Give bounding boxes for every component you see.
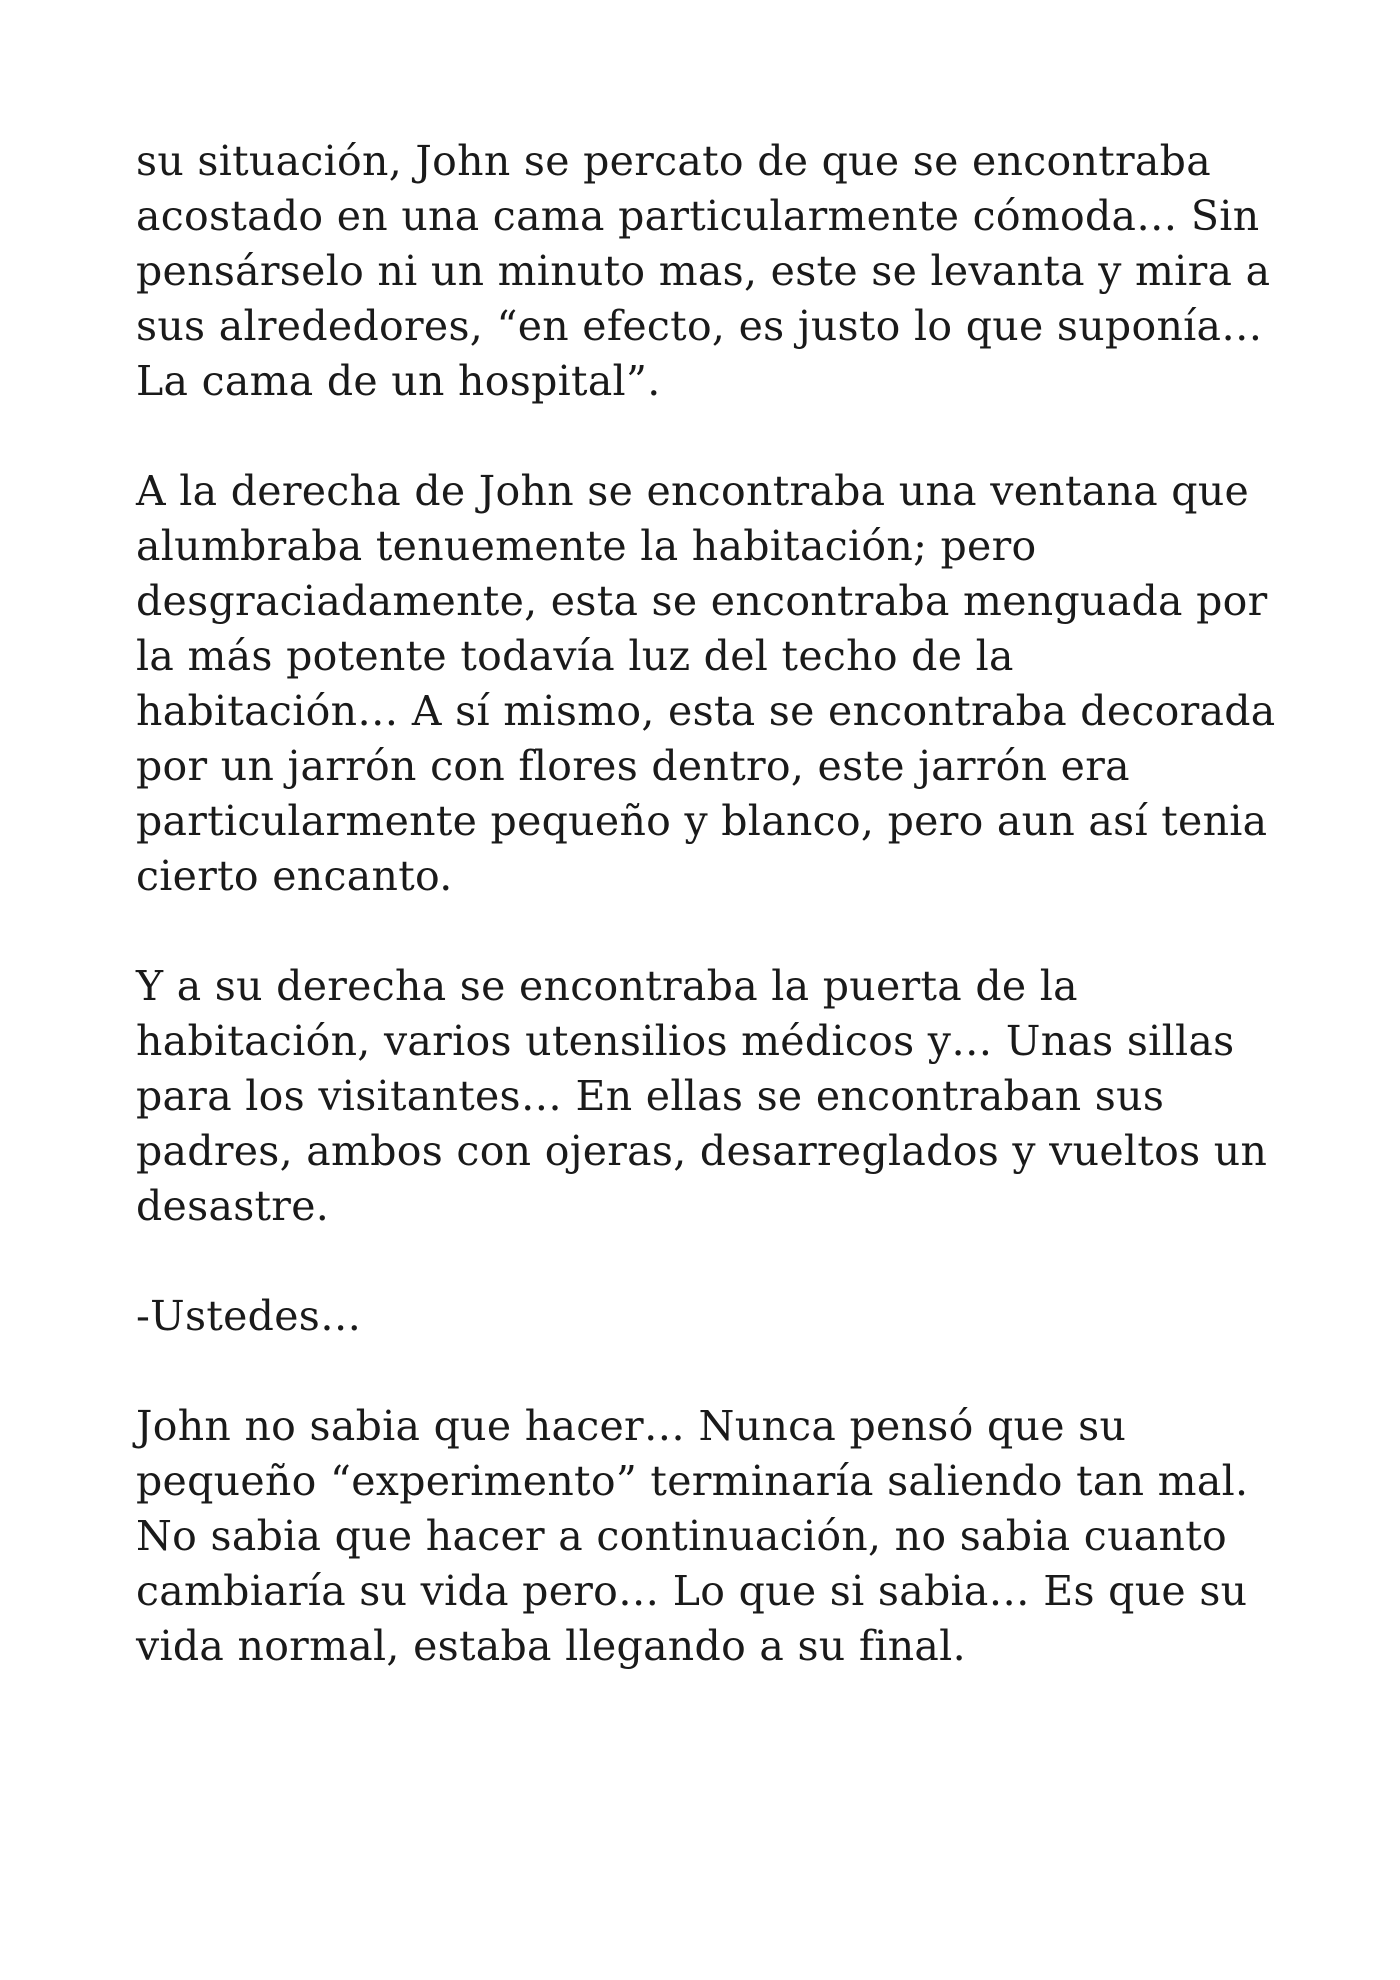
text-line: para los visitantes… En ellas se encontraban sus	[136, 1072, 1165, 1120]
text-line: particularmente pequeño y blanco, pero aun así tenia	[136, 797, 1268, 845]
text-line: -Ustedes…	[136, 1292, 362, 1340]
text-line: su situación, John se percato de que se encontraba	[136, 137, 1211, 185]
paragraph-ending	[136, 1399, 1316, 1674]
text-line: desgraciadamente, esta se encontraba menguada por	[136, 577, 1268, 625]
text-line: alumbraba tenuemente la habitación; pero	[136, 522, 1037, 570]
text-line: habitación, varios utensilios médicos y… Unas sillas	[136, 1017, 1235, 1065]
paragraph-door-parents	[136, 959, 1316, 1234]
text-line: No sabia que hacer a continuación, no sabia cuanto	[136, 1512, 1227, 1560]
story-text	[136, 134, 1316, 1729]
text-line: vida normal, estaba llegando a su final.	[136, 1622, 966, 1670]
paragraph-window	[136, 464, 1316, 904]
text-line: sus alrededores, “en efecto, es justo lo que suponía…	[136, 302, 1263, 350]
text-line: cierto encanto.	[136, 852, 453, 900]
text-line: John no sabia que hacer… Nunca pensó que su	[136, 1402, 1127, 1450]
paragraph-hospital-bed	[136, 134, 1316, 409]
paragraph-dialogue	[136, 1289, 1316, 1344]
text-line: cambiaría su vida pero… Lo que si sabia… Es que su	[136, 1567, 1248, 1615]
text-line: acostado en una cama particularmente cómoda… Sin	[136, 192, 1260, 240]
text-line: por un jarrón con flores dentro, este jarrón era	[136, 742, 1130, 790]
text-line: pensárselo ni un minuto mas, este se levanta y mira a	[136, 247, 1271, 295]
text-line: A la derecha de John se encontraba una ventana que	[136, 467, 1250, 515]
text-line: pequeño “experimento” terminaría saliendo tan mal.	[136, 1457, 1249, 1505]
text-line: habitación… A sí mismo, esta se encontraba decorada	[136, 687, 1276, 735]
text-line: Y a su derecha se encontraba la puerta de la	[136, 962, 1078, 1010]
text-line: padres, ambos con ojeras, desarreglados y vueltos un	[136, 1127, 1268, 1175]
text-line: la más potente todavía luz del techo de la	[136, 632, 1014, 680]
text-line: desastre.	[136, 1182, 330, 1230]
text-line: La cama de un hospital”.	[136, 357, 661, 405]
